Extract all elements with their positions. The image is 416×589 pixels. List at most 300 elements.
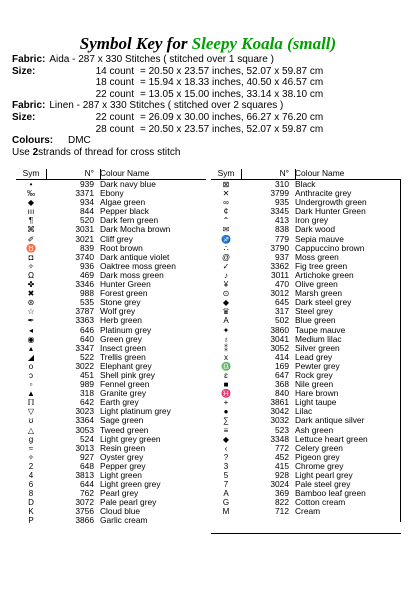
colour-name: Hare brown [295,389,339,399]
symbol: ♪ [224,270,228,280]
symbol: ¶ [28,216,34,226]
symbol: ‰ [27,189,35,199]
symbol: ⊠ [222,180,230,189]
symbol: ɛ [224,370,228,380]
table-row [16,335,206,344]
colour-name: Anthracite grey [295,189,352,199]
colour-name: Resin green [100,443,146,453]
colour-name: Light taupe [295,398,337,408]
strand-count: 2 [32,146,39,158]
colour-name: Dark moss green [100,270,164,280]
dmc-number: 3861 [270,397,289,408]
symbol: o [28,361,34,371]
symbol: ♓ [221,389,231,399]
size-value: = 13.05 x 15.00 inches, 33.14 x 38.10 cm [140,88,324,100]
dmc-number: 502 [275,315,289,326]
symbol: ◆ [222,298,230,308]
colour-name: Artichoke green [295,270,354,280]
symbol: ✓ [222,261,230,271]
symbol: ııı [27,207,35,217]
table-row [211,353,401,362]
dmc-number: 414 [275,351,289,362]
symbol: ◉ [27,334,35,344]
table-row [16,244,206,253]
size-row [12,66,412,78]
colour-name: Elephant grey [100,361,152,371]
colour-name: Ash green [295,425,334,435]
dmc-number: 772 [275,442,289,453]
symbol: x [224,352,228,362]
symbol: ʊ [28,416,34,426]
symbol: A [223,316,229,326]
dmc-number: 415 [275,460,289,471]
table-row [211,216,401,225]
fabric-label: Fabric: [12,54,46,65]
page-title [0,34,416,54]
table-row [211,507,401,516]
table-row [211,280,401,289]
dmc-number: 989 [80,379,94,390]
thread-note [12,147,412,159]
header-colour-name: Colour Name [100,169,150,178]
colour-name: Fig tree green [295,261,348,271]
dmc-number: 3364 [75,415,94,426]
colour-name: Forest green [100,289,148,299]
colour-name: Dark Mocha brown [100,225,171,235]
dmc-number: 928 [275,470,289,480]
symbol: ≡ [223,425,229,435]
dmc-number: 644 [80,479,94,490]
dmc-number: 844 [80,206,94,217]
fabric-linen-text: Linen - 287 x 330 Stitches ( stitched over 2 squares ) [49,100,284,112]
table-row [211,389,401,398]
dmc-number: 3860 [270,324,289,335]
colour-name: Lead grey [295,352,333,362]
symbol: ↄ [29,370,33,380]
symbol: ℿ [27,398,35,408]
dmc-number: 3024 [270,479,289,490]
colour-name: Cream [295,507,321,517]
dmc-number: 927 [80,451,94,462]
header-colour-name: Colour Name [295,169,345,178]
table-row [211,225,401,234]
dmc-number: 3740 [75,251,94,262]
colour-name: Wolf grey [100,307,136,317]
dmc-number: 3041 [270,333,289,344]
table-row [16,235,206,244]
table-body [211,180,401,516]
dmc-number: 648 [80,460,94,471]
table-row [16,198,206,207]
symbol: ▴ [28,343,33,353]
title-design-name: Sleepy Koala (small) [191,34,337,53]
dmc-number: 640 [80,333,94,344]
colour-name: Algae green [100,198,146,208]
colour-name: Earth grey [100,398,139,408]
table-row [211,298,401,307]
table-row [211,244,401,253]
symbol: 3 [223,461,229,471]
symbol: ▲ [27,389,35,399]
table-row [16,307,206,316]
dmc-number: 3072 [75,497,94,508]
table-row [16,316,206,325]
table-row [211,326,401,335]
header-number: N° [84,168,94,178]
fabric-label: Fabric: [12,100,46,112]
symbol: ¢ [223,207,229,217]
table-row [16,498,206,507]
symbol: g [28,434,34,444]
table-row [16,262,206,271]
dmc-number: 452 [275,451,289,462]
colour-name: Garlic cream [100,516,148,526]
fabric-aida-row [12,54,412,66]
table-row [211,262,401,271]
table-row [16,253,206,262]
symbol: @ [221,252,231,262]
symbol: ⌃ [222,216,230,226]
dmc-number: 3023 [75,406,94,417]
table-row [211,289,401,298]
dmc-number: 779 [275,233,289,244]
colour-name: Dark navy blue [100,180,156,189]
dmc-number: 3042 [270,406,289,417]
colour-name: Pigeon grey [295,452,340,462]
dmc-number: 3371 [75,188,94,199]
dmc-number: 3053 [75,424,94,435]
dmc-number: 939 [80,179,94,189]
dmc-number: 762 [80,488,94,499]
colours-row [12,135,412,147]
table-row [16,344,206,353]
table-row [16,507,206,516]
colour-name: Steel grey [295,307,333,317]
dmc-number: 935 [275,197,289,208]
table-row [16,489,206,498]
symbol-table-right [211,169,401,516]
colour-name: Sepia mauve [295,234,344,244]
colour-name: Dark antique violet [100,252,170,262]
table-row [211,180,401,189]
table-row [211,426,401,435]
colour-name: Light platinum grey [100,407,171,417]
symbol: ⁑ [224,343,228,353]
symbol: ♎ [221,361,231,371]
colour-name: Oyster grey [100,452,144,462]
dmc-number: 310 [275,179,289,189]
symbol: ✦ [222,325,230,335]
table-row [211,380,401,389]
table-body [16,180,206,526]
symbol: + [223,398,229,408]
table-row [16,444,206,453]
dmc-number: 524 [80,433,94,444]
size-row [12,77,412,89]
symbol: ■ [223,380,229,390]
dmc-number: 3756 [75,506,94,517]
table-row [211,407,401,416]
dmc-number: 645 [275,297,289,308]
colours-value: DMC [68,135,91,147]
dmc-number: 3021 [75,233,94,244]
size-row [12,89,412,101]
table-row [16,380,206,389]
table-row [211,453,401,462]
table-row [16,362,206,371]
symbol: ◆ [222,434,230,444]
symbol: 4 [28,471,34,480]
table-row [16,471,206,480]
table-row [16,180,206,189]
symbol: ? [223,452,229,462]
colour-name: Medium lilac [295,334,342,344]
dmc-number: 936 [80,260,94,271]
colour-name: Pewter grey [295,361,340,371]
dmc-number: 3011 [270,269,289,280]
colour-name: Platinum grey [100,325,152,335]
dmc-number: 3347 [75,342,94,353]
symbol: • [29,180,33,189]
dmc-number: 368 [275,379,289,390]
colour-name: Iron grey [295,216,329,226]
table-row [16,416,206,425]
symbol: 6 [28,480,34,490]
size-row [12,124,412,136]
dmc-number: 3813 [75,470,94,480]
colour-name: Nile green [295,380,334,390]
symbol: D [28,498,34,508]
count: 28 count [95,123,134,135]
symbol: A [223,489,229,499]
table-row [211,198,401,207]
colour-name: Pale steel grey [295,480,351,490]
table-row [16,435,206,444]
dmc-number: 522 [80,351,94,362]
dmc-number: 3345 [270,206,289,217]
table-row [16,289,206,298]
table-row [211,435,401,444]
size-label: Size: [12,111,36,123]
symbol: ◆ [27,198,35,208]
title-prefix: Symbol Key for [79,34,192,53]
dmc-number: 469 [80,269,94,280]
dmc-number: 934 [80,197,94,208]
colour-name: Bamboo leaf green [295,489,366,499]
colour-name: Cloud blue [100,507,141,517]
dmc-number: 3866 [75,515,94,526]
symbol: 7 [223,480,229,490]
colour-name: Oaktree moss green [100,261,176,271]
symbol: ✐ [27,234,35,244]
table-row [16,280,206,289]
table-row [16,326,206,335]
colour-name: Black [295,180,316,189]
size-value: = 15.94 x 18.33 inches, 40.50 x 46.57 cm [140,77,324,89]
table-row [211,398,401,407]
fabric-linen-row [12,100,412,112]
colour-name: Moss green [295,252,339,262]
count: 22 count [95,88,134,100]
colour-name: Lilac [295,407,313,417]
symbol: ∴ [223,243,229,253]
colour-name: Light pearl grey [295,471,353,480]
symbol: ◢ [27,352,35,362]
table-row [211,498,401,507]
dmc-number: 535 [80,297,94,308]
colour-name: Dark wood [295,225,336,235]
table-row [211,462,401,471]
table-row [16,189,206,198]
header-number: N° [279,168,289,178]
colour-name: Undergrowth green [295,198,367,208]
dmc-number: 3362 [270,260,289,271]
dmc-number: 3012 [270,288,289,299]
table-row [16,207,206,216]
table-row [16,516,206,525]
thread-pre: Use [12,146,30,158]
colour-name: Pale pearl grey [100,498,157,508]
symbol: ✧ [27,261,35,271]
symbol: 2 [28,461,34,471]
symbol: ∞ [223,198,229,208]
symbol: ♉ [26,243,36,253]
colour-name: Dark Hunter Green [295,207,366,217]
symbol: M [222,507,230,517]
colour-name: Root brown [100,243,143,253]
symbol: K [28,507,34,517]
symbol: ✖ [27,289,35,299]
dmc-number: 647 [275,369,289,380]
symbol: ‹ [224,443,228,453]
symbol: 5 [223,471,229,480]
colour-name: Herb green [100,316,142,326]
colour-name: Sage green [100,416,144,426]
symbol: ✒ [27,316,35,326]
table-row [211,362,401,371]
colour-name: Silver green [295,343,340,353]
symbol: ⊛ [27,298,35,308]
dmc-number: 3787 [75,306,94,317]
count: 14 count [95,65,134,77]
symbol: ✧ [27,452,35,462]
dmc-number: 523 [275,424,289,435]
dmc-number: 937 [275,251,289,262]
dmc-number: 3790 [270,242,289,253]
symbol-table-left [16,169,206,526]
symbol: ⊙ [222,289,230,299]
colour-name: Olive green [295,280,338,290]
symbol: ✤ [27,280,35,290]
dmc-number: 3052 [270,342,289,353]
dmc-number: 169 [275,360,289,371]
dmc-number: 642 [80,397,94,408]
colour-name: Tweed green [100,425,149,435]
colour-name: Dark steel grey [295,298,352,308]
table-row [211,189,401,198]
symbol: ♛ [222,307,230,317]
table-row [211,344,401,353]
table-row [211,416,401,425]
symbol: ◘ [28,252,34,262]
count: 22 count [95,111,134,123]
symbol: P [28,516,34,526]
colour-name: Ebony [100,189,124,199]
dmc-number: 3022 [75,360,94,371]
symbol: ● [223,407,229,417]
colour-name: Granite grey [100,389,147,399]
table-row [16,389,206,398]
symbol: ✕ [222,189,230,199]
table-row [16,398,206,407]
colour-name: Hunter Green [100,280,151,290]
dmc-number: 520 [80,215,94,226]
symbol: ⌘ [27,225,35,235]
table-row [16,271,206,280]
symbol: ☆ [27,307,35,317]
dmc-number: 839 [80,242,94,253]
colour-name: Insect green [100,343,147,353]
dmc-number: 988 [80,288,94,299]
table-row [211,489,401,498]
table-row [211,271,401,280]
dmc-number: 318 [80,388,94,399]
thread-post: strands of thread for cross stitch [38,146,181,158]
size-value: = 20.50 x 23.57 inches, 52.07 x 59.87 cm [140,123,324,135]
symbol: Ω [28,270,34,280]
dmc-number: 3032 [270,415,289,426]
dmc-number: 369 [275,488,289,499]
table-row [16,371,206,380]
symbol: G [222,498,230,508]
colour-name: Dark fern green [100,216,159,226]
table-row [16,407,206,416]
symbol: ∑ [223,416,229,426]
table-row [16,298,206,307]
colour-name: Celery green [295,443,343,453]
colours-label: Colours: [12,135,54,147]
dmc-number: 3013 [75,442,94,453]
symbol: ≈ [28,443,34,453]
colour-name: Stone grey [100,298,141,308]
colour-name: Pearl grey [100,489,139,499]
symbol: ▽ [27,407,35,417]
table-row [211,235,401,244]
table-row [211,471,401,480]
count: 18 count [95,77,134,89]
header-sym: Sym [22,168,40,178]
table-row [16,353,206,362]
dmc-number: 317 [275,306,289,317]
table-row [211,253,401,262]
symbol: 8 [28,489,34,499]
colour-name: Trellis green [100,352,146,362]
table-row [16,216,206,225]
colour-name: Green grey [100,334,142,344]
colour-name: Light green [100,471,142,480]
colour-name: Lettuce heart green [295,434,368,444]
colour-name: Rock grey [295,370,333,380]
table-row [16,480,206,489]
colour-name: Light grey green [100,434,161,444]
colour-name: Taupe mauve [295,325,346,335]
colour-name: Dark antique silver [295,416,365,426]
table-row [211,316,401,325]
dmc-number: 3346 [75,279,94,290]
size-row [12,112,412,124]
table-row [16,453,206,462]
dmc-number: 470 [275,279,289,290]
